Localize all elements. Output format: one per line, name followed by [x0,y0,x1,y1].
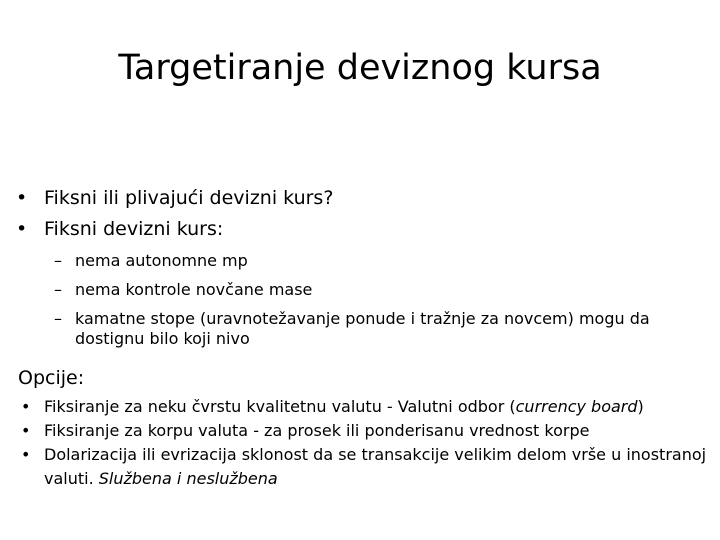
sub-bullet-item [54,251,714,271]
sub-bullet-item [54,280,714,300]
slide-title: Targetiranje deviznog kursa [118,48,602,88]
bullet-icon: • [16,187,28,209]
option-text: Fiksiranje za korpu valuta - za prosek ili ponderisanu vrednost korpe [44,421,590,440]
option-item [21,443,716,491]
bullet-text: Fiksni ili plivajući devizni kurs? [44,187,334,209]
option-italic-text: Službena i neslužbena [98,469,278,488]
bullet-item [16,183,716,214]
options-heading: Opcije: [18,367,85,389]
bullet-item [16,214,716,245]
bullet-icon: • [21,445,31,464]
sub-bullet-list [54,251,714,349]
bullet-icon: • [16,218,28,240]
sub-bullet-text: nema autonomne mp [75,251,248,270]
option-text: Fiksiranje za neku čvrstu kvalitetnu valutu - Valutni odbor ( [44,397,516,416]
dash-icon: – [54,280,62,299]
option-italic-text: currency board [515,397,638,416]
bullet-icon: • [21,421,31,440]
option-text-after: ) [637,397,644,416]
bullet-icon: • [21,397,31,416]
main-bullet-list [16,183,716,245]
sub-bullet-text: kamatne stope (uravnotežavanje ponude i tražnje za novcem) mogu da dostignu bilo koji nivo [75,309,650,348]
options-list [21,395,716,491]
dash-icon: – [54,309,62,328]
option-item [21,419,716,443]
option-text: Dolarizacija ili evrizacija sklonost da se transakcije velikim delom vrše u inostranoj valuti. [44,445,707,488]
sub-bullet-text: nema kontrole novčane mase [75,280,313,299]
bullet-text: Fiksni devizni kurs: [44,218,224,240]
dash-icon: – [54,251,62,270]
option-item [21,395,716,419]
sub-bullet-item [54,309,714,349]
